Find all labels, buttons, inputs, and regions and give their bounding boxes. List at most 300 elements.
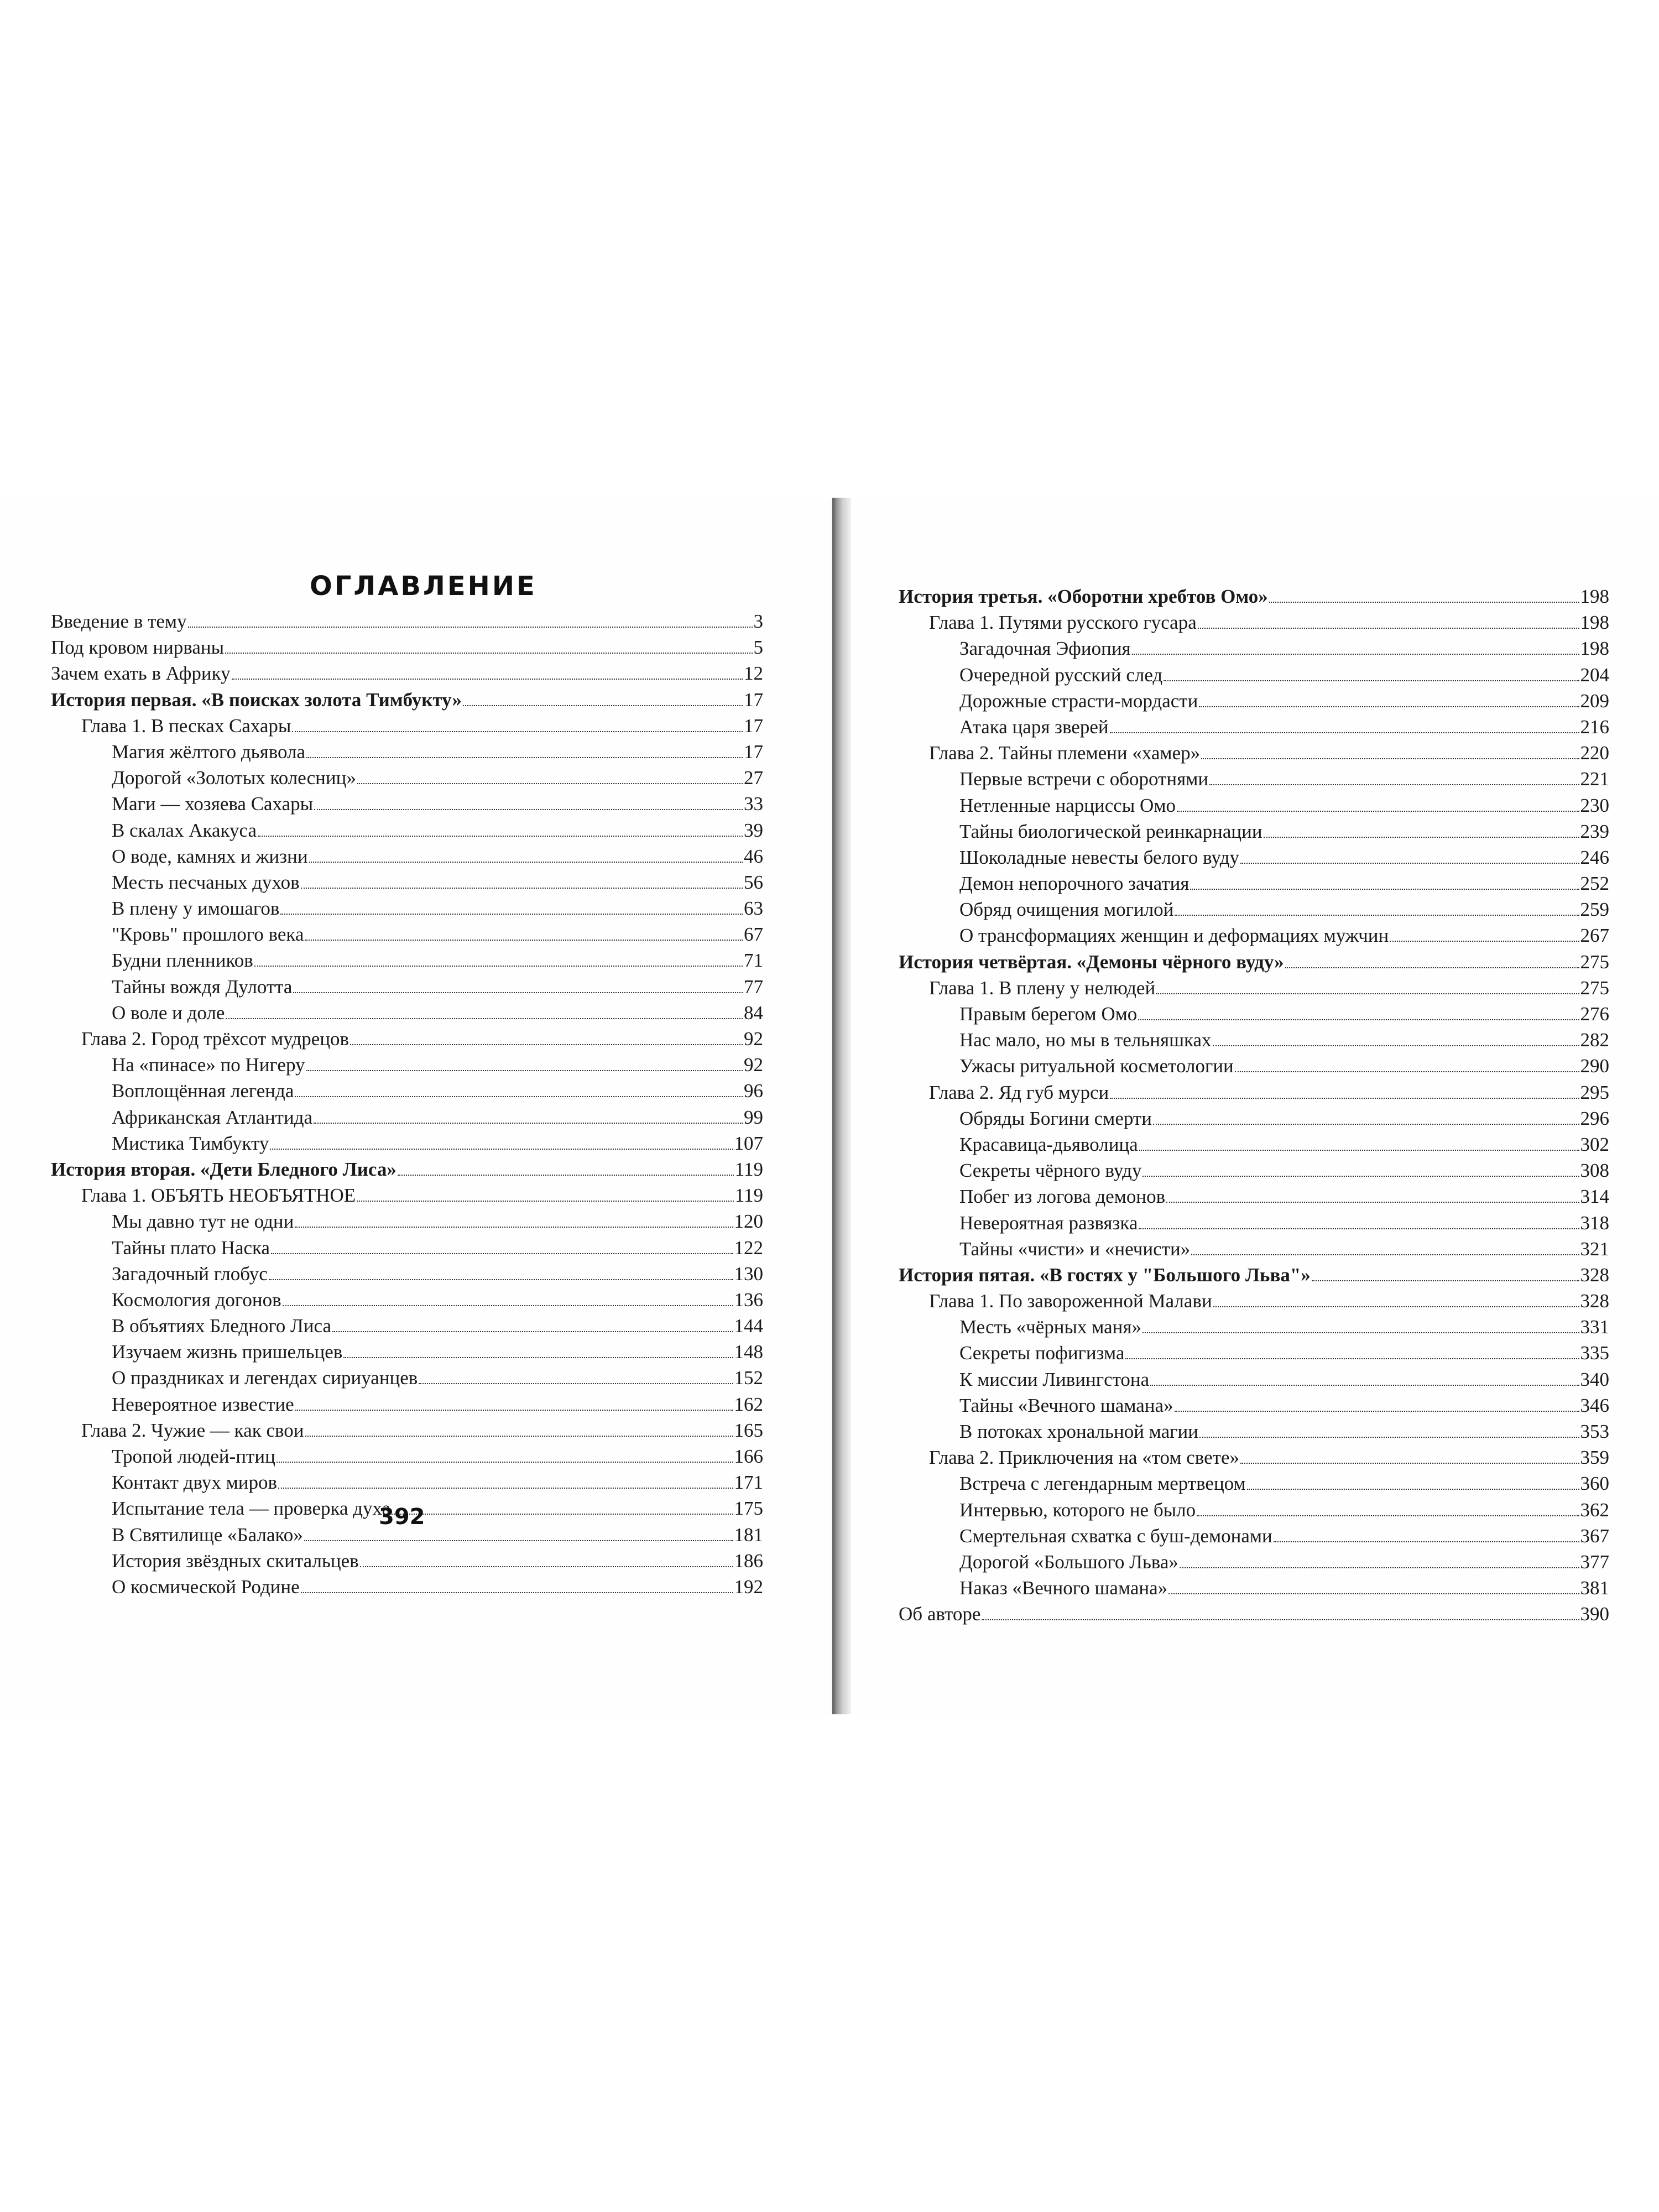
dot-leader	[332, 1331, 733, 1332]
toc-entry-title: Первые встречи с оборотнями	[959, 768, 1209, 790]
toc-entry-title: Обряды Богини смерти	[959, 1107, 1152, 1129]
toc-entry-page: 33	[744, 793, 763, 815]
dot-leader	[295, 1227, 733, 1228]
toc-entry-page: 230	[1580, 794, 1609, 816]
toc-entry-title: Дорожные страсти-мордасти	[959, 690, 1198, 712]
toc-entry-page: 290	[1580, 1055, 1609, 1077]
toc-entry	[51, 1548, 763, 1574]
toc-entry	[899, 583, 1609, 609]
toc-entry-title: Тайны биологической реинкарнации	[959, 820, 1262, 842]
toc-entry-page: 246	[1580, 846, 1609, 868]
toc-entry-page: 46	[744, 845, 763, 867]
dot-leader	[293, 992, 743, 993]
toc-entry-title: История первая. «В поисках золота Тимбукту»	[51, 688, 462, 711]
toc-entry-title: Изучаем жизнь пришельцев	[112, 1341, 343, 1363]
toc-entry-page: 314	[1580, 1186, 1609, 1208]
toc-entry	[899, 896, 1609, 922]
toc-entry-title: Введение в тему	[51, 611, 187, 632]
toc-entry-title: О космической Родине	[112, 1575, 300, 1598]
toc-entry-title: Тайны плато Наска	[112, 1237, 270, 1259]
toc-entry-page: 198	[1580, 586, 1609, 607]
toc-entry-title: Контакт двух миров	[112, 1472, 277, 1494]
toc-entry	[899, 1523, 1609, 1549]
toc-entry	[51, 1078, 763, 1104]
toc-entry-page: 335	[1580, 1342, 1609, 1364]
toc-entry-page: 136	[734, 1288, 763, 1311]
dot-leader	[1274, 1541, 1579, 1542]
toc-entry	[51, 921, 763, 947]
toc-entry-page: 152	[734, 1367, 763, 1389]
toc-entry-page: 377	[1580, 1551, 1609, 1573]
book-spread	[0, 498, 1659, 1714]
toc-entry-title: Испытание тела — проверка духа	[112, 1498, 391, 1520]
dot-leader	[295, 1410, 733, 1411]
toc-entry-page: 220	[1580, 742, 1609, 764]
toc-entry	[51, 1339, 763, 1365]
toc-entry-page: 275	[1580, 977, 1609, 999]
toc-entry-page: 175	[734, 1498, 763, 1520]
toc-entry	[51, 713, 763, 739]
toc-entry	[899, 1575, 1609, 1601]
toc-entry	[51, 843, 763, 869]
toc-entry	[51, 1417, 763, 1443]
toc-entry	[51, 634, 763, 660]
toc-entry	[899, 1497, 1609, 1523]
toc-entry	[899, 1157, 1609, 1183]
toc-entry	[899, 1027, 1609, 1053]
dot-leader	[982, 1619, 1579, 1620]
toc-entry-page: 84	[744, 1001, 763, 1024]
toc-entry	[899, 1392, 1609, 1418]
toc-entry-title: Воплощённая легенда	[112, 1080, 294, 1102]
toc-entry	[51, 1130, 763, 1156]
dot-leader	[292, 731, 743, 732]
toc-entry-page: 308	[1580, 1160, 1609, 1182]
toc-entry-title: Ужасы ритуальной косметологии	[959, 1055, 1234, 1077]
toc-entry	[899, 1418, 1609, 1444]
toc-entry	[899, 975, 1609, 1001]
toc-entry-title: Глава 1. В плену у нелюдей	[929, 977, 1156, 999]
toc-entry	[899, 1236, 1609, 1262]
toc-entry-page: 71	[744, 950, 763, 972]
dot-leader	[1198, 628, 1579, 629]
dot-leader	[1201, 758, 1579, 759]
toc-entry-page: 346	[1580, 1394, 1609, 1416]
toc-entry-page: 328	[1580, 1290, 1609, 1312]
toc-entry-page: 12	[744, 662, 763, 685]
toc-entry-title: О воде, камнях и жизни	[112, 845, 308, 867]
toc-entry-page: 209	[1580, 690, 1609, 712]
toc-entry-page: 96	[744, 1080, 763, 1102]
toc-entry	[899, 1549, 1609, 1575]
toc-entry-page: 119	[734, 1185, 763, 1207]
dot-leader	[392, 1514, 733, 1515]
toc-entry	[51, 817, 763, 843]
dot-leader	[1166, 1202, 1579, 1203]
toc-entry	[899, 688, 1609, 714]
toc-entry-page: 359	[1580, 1447, 1609, 1469]
dot-leader	[350, 1044, 743, 1045]
toc-entry	[51, 1156, 763, 1182]
toc-entry	[899, 1053, 1609, 1079]
toc-entry	[899, 1470, 1609, 1496]
toc-entry-title: Очередной русский след	[959, 664, 1163, 686]
toc-entry-page: 381	[1580, 1577, 1609, 1599]
toc-entry-page: 239	[1580, 820, 1609, 842]
toc-entry-title: Невероятная развязка	[959, 1212, 1138, 1234]
toc-entry-page: 171	[734, 1472, 763, 1494]
toc-entry-title: Зачем ехать в Африку	[51, 662, 231, 685]
toc-entry-page: 204	[1580, 664, 1609, 686]
dot-leader	[1177, 811, 1579, 812]
dot-leader	[343, 1357, 733, 1358]
toc-entry-page: 353	[1580, 1421, 1609, 1442]
toc-entry-page: 252	[1580, 873, 1609, 895]
toc-entry-page: 92	[744, 1054, 763, 1076]
dot-leader	[1164, 680, 1579, 681]
toc-entry-page: 186	[734, 1550, 763, 1572]
dot-leader	[1125, 1358, 1579, 1359]
toc-entry	[51, 739, 763, 765]
toc-entry-title: Тайны «Вечного шамана»	[959, 1394, 1173, 1416]
toc-entry-title: История вторая. «Дети Бледного Лиса»	[51, 1158, 397, 1180]
toc-entry-title: Загадочный глобус	[112, 1262, 268, 1285]
dot-leader	[1240, 863, 1579, 864]
dot-leader	[269, 1279, 733, 1280]
toc-entry-page: 198	[1580, 638, 1609, 660]
toc-entry	[899, 1131, 1609, 1157]
toc-entry-page: 162	[734, 1393, 763, 1415]
toc-entry-title: "Кровь" прошлого века	[112, 924, 304, 946]
toc-entry-title: Правым берегом Омо	[959, 1003, 1138, 1025]
dot-leader	[1235, 1071, 1579, 1072]
toc-entry-page: 27	[744, 767, 763, 789]
dot-leader	[283, 1305, 733, 1306]
dot-leader	[1312, 1280, 1579, 1281]
dot-leader	[225, 653, 752, 654]
dot-leader	[306, 757, 743, 758]
dot-leader	[1132, 654, 1579, 655]
right-page	[832, 498, 1659, 1714]
dot-leader	[419, 1383, 733, 1384]
toc-entry-title: Загадочная Эфиопия	[959, 638, 1131, 660]
toc-entry	[51, 869, 763, 895]
toc-entry-page: 39	[744, 819, 763, 841]
toc-entry-page: 192	[734, 1575, 763, 1598]
toc-entry-page: 120	[734, 1211, 763, 1233]
toc-entry-title: Глава 2. Яд губ мурси	[929, 1081, 1109, 1103]
toc-entry-page: 3	[753, 611, 763, 632]
toc-entry-page: 331	[1580, 1316, 1609, 1338]
toc-entry-title: О воле и доле	[112, 1001, 225, 1024]
left-page	[0, 498, 830, 1714]
toc-entry	[51, 974, 763, 1000]
toc-entry-title: В объятиях Бледного Лиса	[112, 1315, 332, 1337]
toc-entry	[51, 1365, 763, 1391]
dot-leader	[398, 1175, 734, 1176]
dot-leader	[304, 1540, 733, 1541]
toc-entry-title: Обряд очищения могилой	[959, 899, 1174, 921]
toc-list-right	[899, 583, 1609, 1627]
toc-entry-title: Смертельная схватка с буш-демонами	[959, 1525, 1272, 1547]
dot-leader	[1390, 941, 1579, 942]
toc-entry-title: Побег из логова демонов	[959, 1186, 1166, 1208]
dot-leader	[1142, 1176, 1579, 1177]
toc-entry	[51, 660, 763, 686]
toc-entry-title: Секреты чёрного вуду	[959, 1160, 1142, 1182]
toc-entry-page: 56	[744, 871, 763, 893]
toc-entry	[899, 609, 1609, 635]
dot-leader	[232, 679, 743, 680]
toc-entry-title: Глава 1. Путями русского гусара	[929, 612, 1197, 634]
toc-entry-title: Наказ «Вечного шамана»	[959, 1577, 1168, 1599]
toc-entry-title: В скалах Акакуса	[112, 819, 257, 841]
toc-entry-page: 17	[744, 714, 763, 737]
toc-entry-title: Нетленные нарциссы Омо	[959, 794, 1176, 816]
toc-entry	[899, 1288, 1609, 1314]
toc-entry-title: Дорогой «Большого Льва»	[959, 1551, 1178, 1573]
toc-entry-title: Африканская Атлантида	[112, 1106, 313, 1128]
toc-entry-title: Нас мало, но мы в тельняшках	[959, 1029, 1212, 1051]
dot-leader	[1156, 993, 1579, 994]
toc-entry-title: В плену у имошагов	[112, 898, 280, 920]
toc-entry-title: Дорогой «Золотых колесниц»	[112, 767, 356, 789]
toc-entry-title: Глава 2. Приключения на «том свете»	[929, 1447, 1239, 1469]
dot-leader	[188, 627, 753, 628]
toc-list-left	[51, 608, 763, 1600]
toc-entry-title: Мистика Тимбукту	[112, 1132, 269, 1154]
dot-leader	[360, 1566, 733, 1567]
toc-entry-title: Маги — хозяева Сахары	[112, 793, 314, 815]
dot-leader	[295, 1096, 743, 1097]
toc-entry-title: Интервью, которого не было	[959, 1499, 1196, 1521]
toc-entry-title: Тайны вождя Дулотта	[112, 975, 293, 998]
toc-entry-title: История четвёртая. «Демоны чёрного вуду»	[899, 951, 1284, 973]
toc-entry-page: 144	[734, 1315, 763, 1337]
toc-entry-title: Шоколадные невесты белого вуду	[959, 846, 1240, 868]
toc-entry-page: 328	[1580, 1264, 1609, 1286]
dot-leader	[1138, 1019, 1579, 1020]
toc-entry	[899, 1001, 1609, 1027]
dot-leader	[305, 1436, 733, 1437]
toc-entry	[899, 844, 1609, 870]
toc-entry	[51, 1261, 763, 1287]
dot-leader	[1180, 1567, 1579, 1568]
dot-leader	[357, 783, 743, 784]
toc-entry-title: Глава 2. Чужие — как свои	[81, 1419, 304, 1441]
toc-entry-page: 198	[1580, 612, 1609, 634]
toc-entry-title: Глава 1. В песках Сахары	[81, 714, 291, 737]
dot-leader	[254, 966, 743, 967]
dot-leader	[1139, 1228, 1579, 1229]
toc-entry	[899, 740, 1609, 766]
toc-entry-page: 276	[1580, 1003, 1609, 1025]
dot-leader	[258, 836, 743, 837]
dot-leader	[1199, 1437, 1579, 1438]
toc-entry-page: 17	[744, 688, 763, 711]
toc-entry-page: 275	[1580, 951, 1609, 973]
toc-entry-page: 296	[1580, 1107, 1609, 1129]
toc-entry	[51, 1443, 763, 1469]
toc-entry-title: Месть песчаных духов	[112, 871, 300, 893]
dot-leader	[1247, 1489, 1579, 1490]
toc-entry-title: Будни пленников	[112, 950, 253, 972]
toc-entry-title: На «пинасе» по Нигеру	[112, 1054, 305, 1076]
dot-leader	[314, 1123, 743, 1124]
dot-leader	[280, 914, 743, 915]
dot-leader	[1191, 1254, 1579, 1255]
toc-entry	[899, 870, 1609, 896]
toc-entry	[51, 765, 763, 791]
toc-entry-page: 122	[734, 1237, 763, 1259]
toc-entry	[899, 766, 1609, 792]
dot-leader	[1209, 784, 1579, 785]
dot-leader	[1110, 1098, 1579, 1099]
toc-entry	[51, 1000, 763, 1026]
dot-leader	[305, 940, 743, 941]
toc-entry-title: Демон непорочного зачатия	[959, 873, 1190, 895]
toc-entry-page: 216	[1580, 716, 1609, 738]
toc-entry-title: В Святилище «Балако»	[112, 1524, 303, 1546]
dot-leader	[1175, 1411, 1579, 1412]
toc-entry-title: История третья. «Оборотни хребтов Омо»	[899, 586, 1268, 607]
page-title: ОГЛАВЛЕНИЕ	[310, 571, 537, 602]
toc-entry-title: Глава 1. По завороженной Малави	[929, 1290, 1212, 1312]
toc-entry	[899, 635, 1609, 661]
toc-entry-page: 148	[734, 1341, 763, 1363]
dot-leader	[270, 1149, 733, 1150]
toc-entry-title: История пятая. «В гостях у "Большого Льва"»	[899, 1264, 1311, 1286]
toc-entry-page: 302	[1580, 1133, 1609, 1155]
toc-entry-title: История звёздных скитальцев	[112, 1550, 359, 1572]
dot-leader	[278, 1488, 733, 1489]
toc-entry-page: 77	[744, 975, 763, 998]
toc-entry	[51, 608, 763, 634]
toc-entry-page: 92	[744, 1028, 763, 1050]
toc-entry-title: Глава 2. Город трёхсот мудрецов	[81, 1028, 349, 1050]
toc-entry	[51, 1574, 763, 1600]
toc-entry	[899, 1183, 1609, 1209]
toc-entry-title: Красавица-дьяволица	[959, 1133, 1138, 1155]
toc-entry-page: 165	[734, 1419, 763, 1441]
toc-entry	[899, 1210, 1609, 1236]
toc-entry	[51, 1287, 763, 1313]
toc-entry-title: Месть «чёрных маня»	[959, 1316, 1142, 1338]
toc-entry	[899, 1079, 1609, 1105]
dot-leader	[1190, 889, 1579, 890]
dot-leader	[1213, 1306, 1579, 1307]
toc-entry	[899, 818, 1609, 844]
dot-leader	[301, 1592, 733, 1593]
toc-entry	[899, 922, 1609, 948]
dot-leader	[1139, 1150, 1579, 1151]
toc-entry-page: 67	[744, 924, 763, 946]
toc-entry	[899, 714, 1609, 740]
toc-entry-page: 321	[1580, 1238, 1609, 1260]
dot-leader	[463, 705, 743, 706]
toc-entry	[899, 792, 1609, 818]
dot-leader	[271, 1253, 733, 1254]
dot-leader	[314, 809, 743, 810]
dot-leader	[1142, 1332, 1579, 1333]
toc-entry	[899, 1444, 1609, 1470]
toc-entry-page: 166	[734, 1446, 763, 1467]
toc-entry	[899, 1105, 1609, 1131]
toc-entry-page: 367	[1580, 1525, 1609, 1547]
toc-entry-title: Глава 1. ОБЪЯТЬ НЕОБЪЯТНОЕ	[81, 1185, 356, 1207]
toc-entry	[899, 1366, 1609, 1392]
toc-entry	[51, 1182, 763, 1208]
toc-entry-title: Глава 2. Тайны племени «хамер»	[929, 742, 1201, 764]
toc-entry-page: 17	[744, 740, 763, 763]
dot-leader	[309, 862, 743, 863]
toc-entry-page: 362	[1580, 1499, 1609, 1521]
toc-entry-title: Под кровом нирваны	[51, 637, 225, 659]
toc-entry-title: Космология догонов	[112, 1288, 281, 1311]
toc-entry	[899, 1262, 1609, 1288]
toc-entry-title: О трансформациях женщин и деформациях мужчин	[959, 925, 1389, 947]
toc-entry-page: 295	[1580, 1081, 1609, 1103]
toc-entry-page: 181	[734, 1524, 763, 1546]
dot-leader	[1213, 1045, 1579, 1046]
toc-entry	[51, 1052, 763, 1078]
dot-leader	[1110, 732, 1579, 733]
toc-entry-title: Об авторе	[899, 1603, 981, 1625]
toc-entry-page: 130	[734, 1262, 763, 1285]
toc-entry-title: В потоках хрональной магии	[959, 1421, 1198, 1442]
toc-entry	[51, 895, 763, 921]
toc-entry	[899, 1601, 1609, 1627]
toc-entry	[51, 1313, 763, 1339]
toc-entry	[899, 1314, 1609, 1340]
toc-entry-page: 267	[1580, 925, 1609, 947]
dot-leader	[1199, 706, 1579, 707]
toc-entry-title: К миссии Ливингстона	[959, 1368, 1150, 1390]
toc-entry	[51, 1391, 763, 1417]
toc-entry-page: 340	[1580, 1368, 1609, 1390]
toc-entry	[51, 687, 763, 713]
dot-leader	[306, 1070, 743, 1071]
toc-entry	[51, 947, 763, 973]
toc-entry-page: 390	[1580, 1603, 1609, 1625]
dot-leader	[1150, 1385, 1579, 1386]
dot-leader	[1269, 602, 1579, 603]
toc-entry-page: 318	[1580, 1212, 1609, 1234]
dot-leader	[226, 1018, 743, 1019]
dot-leader	[301, 888, 743, 889]
toc-entry	[899, 949, 1609, 975]
toc-entry-title: Магия жёлтого дьявола	[112, 740, 306, 763]
toc-entry-page: 5	[753, 637, 763, 659]
toc-entry-title: О праздниках и легендах сириуанцев	[112, 1367, 418, 1389]
toc-entry-title: Невероятное известие	[112, 1393, 294, 1415]
toc-entry-page: 119	[734, 1158, 763, 1180]
toc-entry-page: 259	[1580, 899, 1609, 921]
toc-entry	[899, 1340, 1609, 1366]
dot-leader	[1168, 1593, 1579, 1594]
toc-entry	[51, 1469, 763, 1495]
toc-entry-title: Встреча с легендарным мертвецом	[959, 1473, 1246, 1495]
toc-entry	[51, 1235, 763, 1261]
dot-leader	[357, 1201, 734, 1202]
toc-entry-title: Тайны «чисти» и «нечисти»	[959, 1238, 1191, 1260]
toc-entry-page: 282	[1580, 1029, 1609, 1051]
toc-entry	[51, 1026, 763, 1052]
toc-entry-page: 99	[744, 1106, 763, 1128]
toc-entry-title: Секреты пофигизма	[959, 1342, 1125, 1364]
toc-entry-page: 221	[1580, 768, 1609, 790]
toc-entry-page: 360	[1580, 1473, 1609, 1495]
